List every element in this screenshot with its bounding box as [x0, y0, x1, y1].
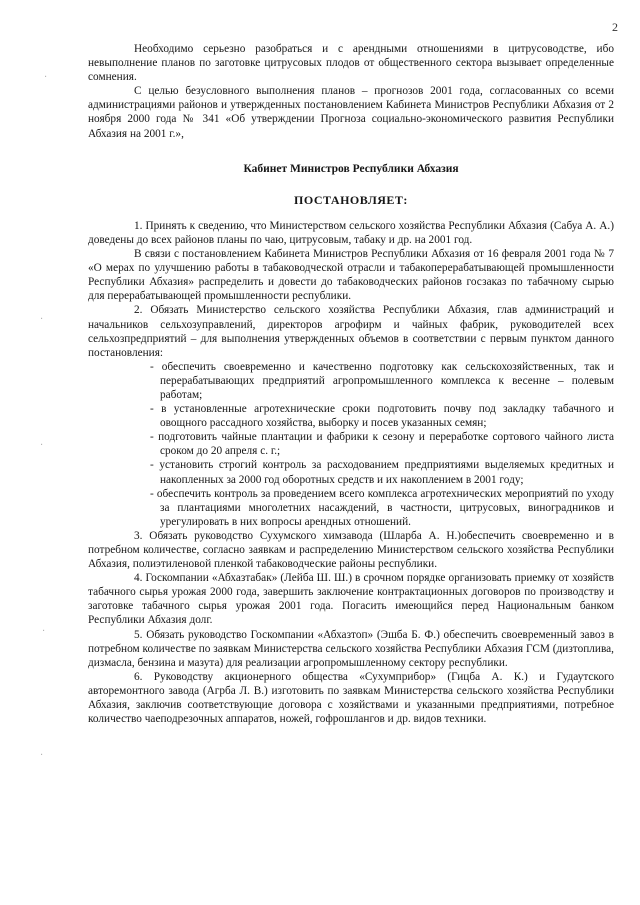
decree-heading: ПОСТАНОВЛЯЕТ: — [294, 192, 408, 207]
paragraph-lease-relations: Необходимо серьезно разобраться и с арендными отношениями в цитрусоводстве, ибо невыполнение планов по заготовке цитрусовых плодов от общественного сектора вызывает определенные сомнения. — [88, 43, 614, 84]
scan-margin-mark: · — [44, 72, 48, 83]
page-number: 2 — [612, 20, 618, 34]
item-6: 6. Руководству акционерного общества «Сухумприбор» (Гицба А. К.) и Гудаутского авторемонтного завода (Агрба Л. В.) изготовить по заявкам Министерства сельского хозяйства Республики Абхазия, заключив соответствующие договора с хозяйствами и указанными предприятиями, потребное количество чаеподрезочных аппаратов, ножей, гофрошлангов и др. видов техники. — [88, 670, 614, 726]
cabinet-heading: Кабинет Министров Республики Абхазия — [243, 162, 459, 175]
bullet-item: - подготовить чайные плантации и фабрики к сезону и переработке сортового чайного листа сроком до 20 апреля с. г.; — [150, 431, 614, 458]
paragraph-preamble: С целью безусловного выполнения планов – прогнозов 2001 года, согласованных со всеми администрациями районов и утвержденных постановлением Кабинета Министров Республики Абхазия от 2 ноября 2000 года № 341 «Об утверждении Прогноза социально-экономического развития Республики Абхазия на 2001 г.», — [88, 85, 614, 140]
item-1-tobacco: В связи с постановлением Кабинета Министров Республики Абхазия от 16 февраля 2001 года № 7 «О мерах по улучшению работы в табаководческой отрасли и табакоперерабатывающей промышленности Республики Абхазия» распределить и довести до табаководческих районов госзаказ по табачному сырью для перерабатывающей промышленности республики. — [88, 248, 614, 303]
bullet-item: - обеспечить контроль за проведением всего комплекса агротехнических мероприятий по уходу за плантациями многолетних насаждений, в частности, цитрусовых, виноградников и урегулировать в них вопросы арендных отношений. — [150, 487, 614, 528]
item-2: 2. Обязать Министерство сельского хозяйства Республики Абхазия, глав администраций и начальников сельхозуправлений, директоров агрофирм и чайных фабрик, руководителей всех сельхозпредприятий – для выполнения утвержденных объемов в соответствии с первым пунктом данного постановления: — [88, 304, 614, 359]
scan-margin-mark: · — [42, 626, 46, 637]
scan-margin-mark: · — [40, 750, 44, 761]
item-3: 3. Обязать руководство Сухумского химзавода (Шларба А. Н.)обеспечить своевременно и в потребном количестве, согласно заявкам и распределению Министерством сельского хозяйства Республики Абхазия, полиэтиленовой пленкой табаководческие районы республики. — [88, 529, 614, 571]
item-5: 5. Обязать руководство Госкомпании «Абхазтоп» (Эшба Б. Ф.) обеспечить своевременный завоз в потребном количестве по заявкам Министерства сельского хозяйства Республики Абхазия ГСМ (дизтоплива, дизмасла, бензина и мазута) для реализации агропромышленному сектору республики. — [88, 628, 614, 669]
bullet-item: - в установленные агротехнические сроки подготовить почву под закладку табачного и овощного рассадного хозяйства, выборку и посев указанных семян; — [150, 403, 614, 430]
item-1: 1. Принять к сведению, что Министерством сельского хозяйства Республики Абхазия (Сабуа А. А.) доведены до всех районов планы по чаю, цитрусовым, табаку и др. на 2001 год. — [88, 219, 614, 246]
bullet-item: - установить строгий контроль за расходованием предприятиями выделяемых кредитных и накопленных за 2000 год оборотных средств и их накоплением в 2001 году; — [150, 459, 614, 486]
item-4: 4. Госкомпании «Абхазтабак» (Лейба Ш. Ш.) в срочном порядке организовать приемку от хозяйств табачного сырья урожая 2000 года, завершить заключение контрактационных договоров по производству и заготовке табачного сырья урожая 2001 года. Погасить имеющийся перед Национальным банком Республики Абхазия долг. — [88, 572, 614, 627]
item-2-bullet-list — [150, 360, 614, 529]
scan-margin-mark: · — [40, 440, 44, 451]
bullet-item: - обеспечить своевременно и качественно подготовку как сельскохозяйственных, так и перерабатывающих предприятий агропромышленного комплекса к весенне – полевым работам; — [150, 360, 614, 401]
scan-margin-mark: · — [40, 314, 44, 325]
document-body — [88, 42, 614, 726]
